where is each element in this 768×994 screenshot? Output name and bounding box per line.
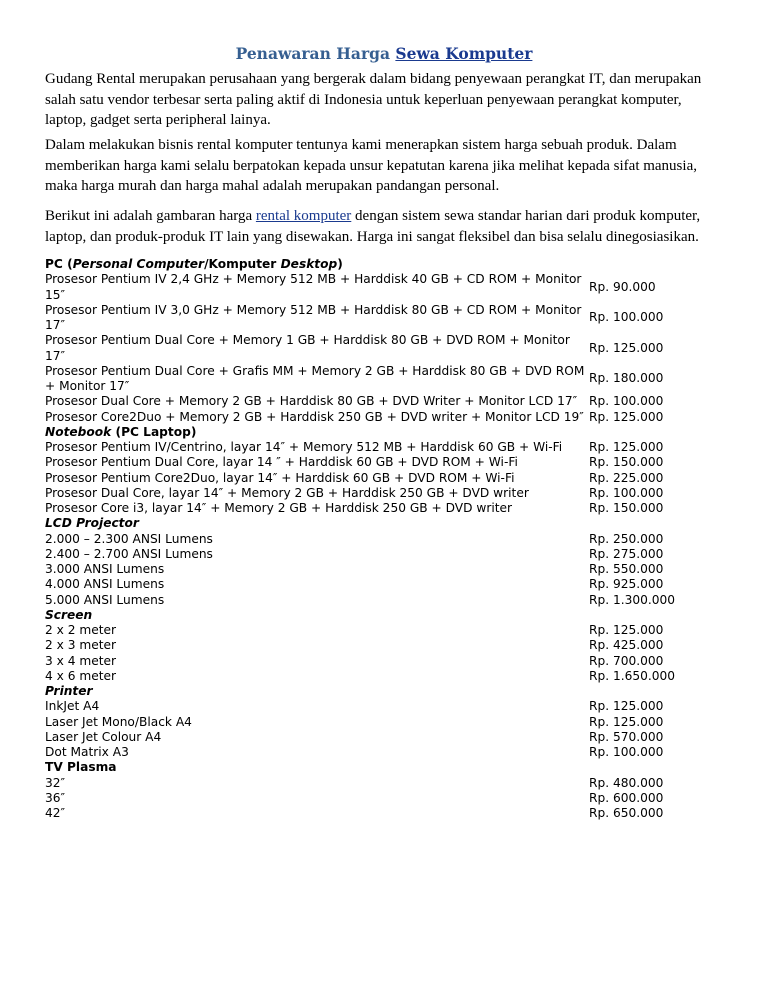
item-price: Rp. 1.300.000 [589,592,675,607]
category-text: /Komputer [204,257,281,271]
item-price: Rp. 550.000 [589,562,664,576]
price-row [45,440,725,455]
item-price: Rp. 480.000 [589,775,664,790]
price-row [45,623,725,638]
price-row [45,364,725,395]
item-price: Rp. 1.650.000 [589,668,675,683]
item-description: Laser Jet Colour A4 [45,729,162,744]
item-description: InkJet A4 [45,699,100,714]
price-row [45,547,725,562]
item-price: Rp. 600.000 [589,790,664,805]
price-row [45,394,725,409]
category-text: PC ( [45,257,73,271]
item-description: Prosesor Pentium IV 3,0 GHz + Memory 512 MB + Harddisk 80 GB + CD ROM + Monitor 17″ [45,302,582,332]
category-text: Notebook [45,424,112,439]
item-price: Rp. 225.000 [589,470,664,485]
item-price: Rp. 100.000 [589,310,664,325]
pricing-policy-paragraph: Dalam melakukan bisnis rental komputer tentunya kami menerapkan sistem harga sebuah produk. Dalam memberikan harga kami selalu berpatokan kepada unsur kepatutan karena jika melihat kepada sifat manusia, maka harga murah dan harga mahal adalah merupakan pandangan personal. [45,137,697,194]
rental-komputer-link[interactable]: rental komputer [255,208,352,224]
item-price: Rp. 125.000 [589,340,664,355]
price-row [45,745,725,760]
price-row [45,577,725,592]
item-description: Prosesor Pentium IV 2,4 GHz + Memory 512 MB + Harddisk 40 GB + CD ROM + Monitor 15″ [45,272,582,302]
price-row [45,730,725,745]
item-price: Rp. 125.000 [589,714,664,729]
item-description: 3.000 ANSI Lumens [45,562,165,576]
category-pc [45,257,725,272]
pricelist-intro-paragraph [45,206,725,247]
price-row [45,654,725,669]
item-description: Prosesor Pentium IV/Centrino, layar 14″ + Memory 512 MB + Harddisk 60 GB + Wi-Fi [45,440,563,454]
price-row [45,669,725,684]
price-row [45,715,725,730]
title-text: Penawaran Harga [235,44,396,63]
paragraph-text: Berikut ini adalah gambaran harga [45,208,256,224]
category-text: ) [337,257,343,271]
item-description: 32″ [45,775,66,790]
title-link[interactable]: Sewa Komputer [395,44,533,63]
price-row [45,303,725,334]
price-row [45,593,725,608]
item-price: Rp. 425.000 [589,638,664,653]
item-price: Rp. 650.000 [589,806,664,820]
item-description: Laser Jet Mono/Black A4 [45,714,192,729]
price-list [45,257,725,821]
item-description: 4.000 ANSI Lumens [45,577,165,592]
price-row [45,333,725,364]
item-price: Rp. 150.000 [589,455,664,470]
item-price: Rp. 700.000 [589,653,664,668]
category-lcd-projector [45,516,725,531]
item-description: 5.000 ANSI Lumens [45,592,165,607]
item-description: Prosesor Dual Core, layar 14″ + Memory 2 GB + Harddisk 250 GB + DVD writer [45,485,529,500]
item-description: Prosesor Pentium Dual Core + Memory 1 GB + Harddisk 80 GB + DVD ROM + Monitor 17″ [45,333,570,363]
item-price: Rp. 150.000 [589,501,664,515]
price-row [45,471,725,486]
item-price: Rp. 125.000 [589,440,664,454]
price-row [45,791,725,806]
item-description: Prosesor Core2Duo + Memory 2 GB + Harddisk 250 GB + DVD writer + Monitor LCD 19″ [45,409,584,424]
item-description: Prosesor Pentium Dual Core, layar 14 ″ + Harddisk 60 GB + DVD ROM + Wi-Fi [45,455,518,470]
item-description: 3 x 4 meter [45,653,117,668]
item-description: Prosesor Dual Core + Memory 2 GB + Harddisk 80 GB + DVD Writer + Monitor LCD 17″ [45,394,578,409]
category-screen [45,608,725,623]
category-notebook [45,425,725,440]
category-text: Screen [45,607,93,622]
page-title [0,44,768,63]
price-row [45,776,725,791]
item-description: 2.400 – 2.700 ANSI Lumens [45,546,213,561]
category-text: (PC Laptop) [111,424,197,439]
intro-paragraph: Gudang Rental merupakan perusahaan yang bergerak dalam bidang penyewaan perangkat IT, dan merupakan salah satu vendor terbesar serta paling aktif di Indonesia untuk keperluan penyewaan perangkat komputer, laptop, gadget serta peripheral lainya. [45,71,702,128]
item-description: 2 x 2 meter [45,623,117,637]
item-description: Prosesor Core i3, layar 14″ + Memory 2 GB + Harddisk 250 GB + DVD writer [45,501,513,515]
item-description: 2.000 – 2.300 ANSI Lumens [45,531,213,546]
item-price: Rp. 125.000 [589,623,664,637]
item-price: Rp. 275.000 [589,546,664,561]
item-price: Rp. 125.000 [589,699,664,714]
item-price: Rp. 250.000 [589,531,664,546]
item-description: Prosesor Pentium Dual Core + Grafis MM + Memory 2 GB + Harddisk 80 GB + DVD ROM + Monitor 17″ [45,363,585,393]
item-description: 4 x 6 meter [45,668,117,683]
item-description: 2 x 3 meter [45,638,117,653]
price-row [45,532,725,547]
item-price: Rp. 125.000 [589,409,664,424]
item-description: 42″ [45,806,66,820]
paragraph-text: dengan sistem sewa standar harian dari produk komputer, laptop, dan produk-produk IT lain yang disewakan. Harga ini sangat fleksibel dan bisa selalu dinegosiasikan. [45,208,701,245]
price-row [45,410,725,425]
price-row [45,455,725,470]
item-price: Rp. 570.000 [589,729,664,744]
item-price: Rp. 100.000 [589,745,664,759]
item-price: Rp. 100.000 [589,394,664,409]
item-price: Rp. 100.000 [589,485,664,500]
price-row [45,562,725,577]
price-row [45,699,725,714]
price-row [45,501,725,516]
category-text: LCD Projector [45,516,139,531]
category-printer [45,684,725,699]
item-description: Dot Matrix A3 [45,745,129,759]
category-text: Desktop [280,257,338,271]
price-row [45,806,725,821]
category-text: Printer [45,684,93,698]
price-row [45,272,725,303]
item-price: Rp. 925.000 [589,577,664,592]
item-description: Prosesor Pentium Core2Duo, layar 14″ + Harddisk 60 GB + DVD ROM + Wi-Fi [45,470,515,485]
category-tv-plasma [45,760,725,775]
item-price: Rp. 180.000 [589,371,664,386]
price-row [45,638,725,653]
price-row [45,486,725,501]
item-price: Rp. 90.000 [589,279,656,294]
category-text: Personal Computer [72,257,205,271]
category-text: TV Plasma [45,760,117,775]
item-description: 36″ [45,790,66,805]
